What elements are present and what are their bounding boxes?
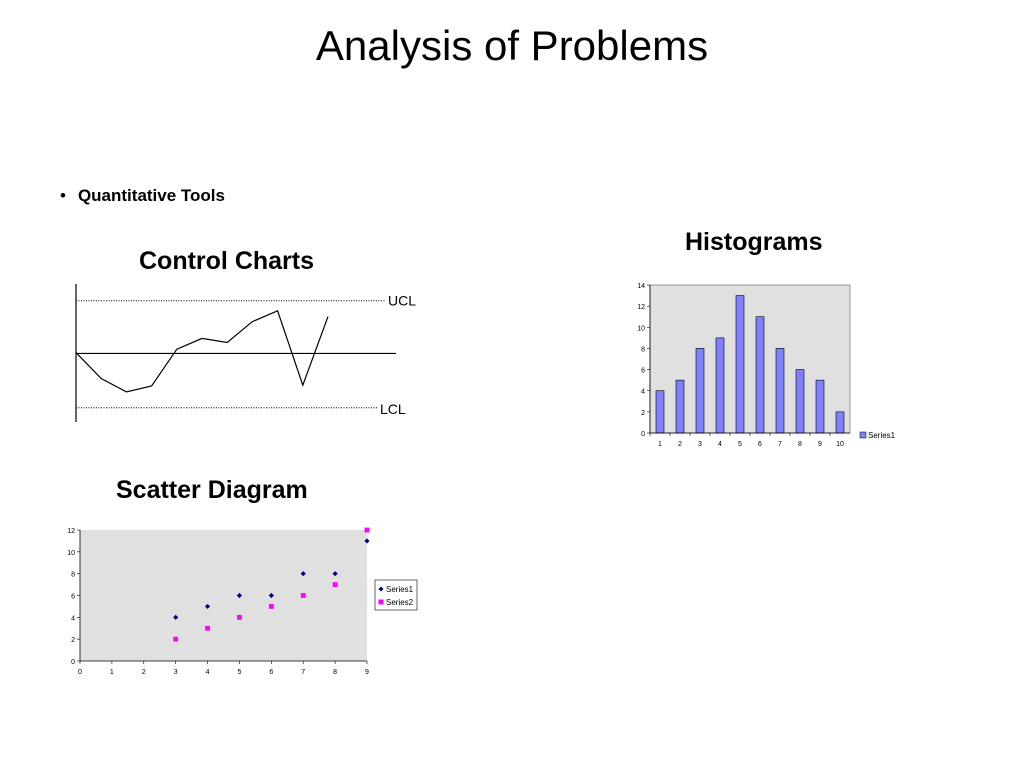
histogram-y-tick-label: 2 bbox=[641, 409, 645, 417]
histogram-chart bbox=[620, 280, 900, 455]
histogram-x-tick-label: 7 bbox=[778, 441, 782, 448]
scatter-y-tick-label: 2 bbox=[71, 637, 75, 645]
scatter-x-tick-label: 5 bbox=[237, 669, 242, 676]
control-data-line bbox=[76, 311, 328, 392]
scatter-y-tick-label: 0 bbox=[71, 659, 75, 666]
histogram-bar bbox=[656, 391, 664, 433]
scatter-point-series2 bbox=[365, 528, 370, 533]
scatter-chart bbox=[55, 525, 455, 685]
histogram-y-tick-label: 14 bbox=[637, 283, 645, 290]
histogram-x-tick-label: 1 bbox=[658, 441, 662, 448]
histogram-x-tick-label: 5 bbox=[738, 441, 742, 448]
histogram-y-tick-label: 8 bbox=[641, 346, 645, 354]
control-charts-heading: Control Charts bbox=[139, 247, 314, 275]
histogram-bar bbox=[796, 370, 804, 433]
scatter-x-tick-label: 6 bbox=[269, 669, 274, 676]
scatter-legend-series2: Series2 bbox=[386, 598, 414, 607]
histogram-x-tick-label: 4 bbox=[718, 441, 722, 448]
scatter-x-tick-label: 0 bbox=[78, 669, 82, 676]
scatter-x-tick-label: 8 bbox=[333, 669, 338, 676]
histogram-y-tick-label: 0 bbox=[641, 431, 645, 438]
histogram-y-tick-label: 6 bbox=[641, 367, 645, 375]
histogram-x-tick-label: 10 bbox=[836, 441, 844, 448]
histograms-heading: Histograms bbox=[685, 228, 823, 256]
scatter-x-tick-label: 2 bbox=[141, 669, 146, 676]
histogram-x-tick-label: 3 bbox=[698, 441, 702, 448]
histogram-bar bbox=[756, 317, 764, 433]
histogram-y-tick-label: 12 bbox=[637, 304, 645, 312]
histogram-bar bbox=[736, 296, 744, 433]
histogram-bar bbox=[716, 338, 724, 433]
scatter-point-series2 bbox=[173, 637, 178, 642]
scatter-point-series2 bbox=[301, 593, 306, 598]
histogram-legend-swatch bbox=[860, 432, 866, 438]
slide-title: Analysis of Problems bbox=[315, 22, 709, 69]
scatter-legend-square-icon bbox=[379, 600, 384, 605]
scatter-x-tick-label: 3 bbox=[173, 669, 178, 676]
lcl-label: LCL bbox=[380, 400, 406, 417]
histogram-legend bbox=[860, 431, 896, 440]
scatter-y-tick-label: 12 bbox=[67, 528, 75, 535]
histogram-x-tick-label: 2 bbox=[678, 441, 682, 448]
scatter-legend-series1: Series1 bbox=[386, 585, 414, 594]
histogram-bar bbox=[776, 348, 784, 433]
scatter-x-tick-label: 9 bbox=[365, 669, 369, 676]
histogram-x-tick-label: 8 bbox=[798, 441, 802, 448]
scatter-legend bbox=[375, 580, 417, 610]
histogram-y-tick-label: 10 bbox=[637, 325, 645, 333]
scatter-y-tick-label: 8 bbox=[71, 571, 75, 579]
scatter-x-tick-label: 7 bbox=[301, 669, 306, 676]
scatter-point-series2 bbox=[269, 604, 274, 609]
scatter-y-tick-label: 4 bbox=[71, 615, 75, 623]
scatter-y-tick-label: 6 bbox=[71, 593, 75, 601]
histogram-y-tick-label: 4 bbox=[641, 388, 645, 396]
histogram-x-tick-label: 6 bbox=[758, 441, 762, 448]
scatter-point-series2 bbox=[237, 615, 242, 620]
histogram-bar bbox=[816, 380, 824, 433]
control-chart bbox=[60, 278, 440, 428]
scatter-plot-area bbox=[80, 530, 367, 661]
scatter-point-series2 bbox=[333, 582, 338, 587]
scatter-x-tick-label: 4 bbox=[205, 669, 210, 676]
bullet-text: Quantitative Tools bbox=[77, 186, 225, 205]
bullet-item bbox=[60, 186, 225, 206]
ucl-label: UCL bbox=[388, 292, 417, 309]
scatter-x-tick-label: 1 bbox=[109, 669, 114, 676]
bullet-dot-icon: • bbox=[60, 186, 66, 205]
histogram-x-tick-label: 9 bbox=[818, 441, 822, 448]
scatter-y-tick-label: 10 bbox=[67, 549, 75, 557]
histogram-bar bbox=[696, 348, 704, 433]
histogram-bar bbox=[836, 412, 844, 433]
scatter-diagram-heading: Scatter Diagram bbox=[116, 476, 308, 504]
scatter-point-series2 bbox=[205, 626, 210, 631]
histogram-bar bbox=[676, 380, 684, 433]
histogram-legend-label: Series1 bbox=[868, 431, 896, 440]
